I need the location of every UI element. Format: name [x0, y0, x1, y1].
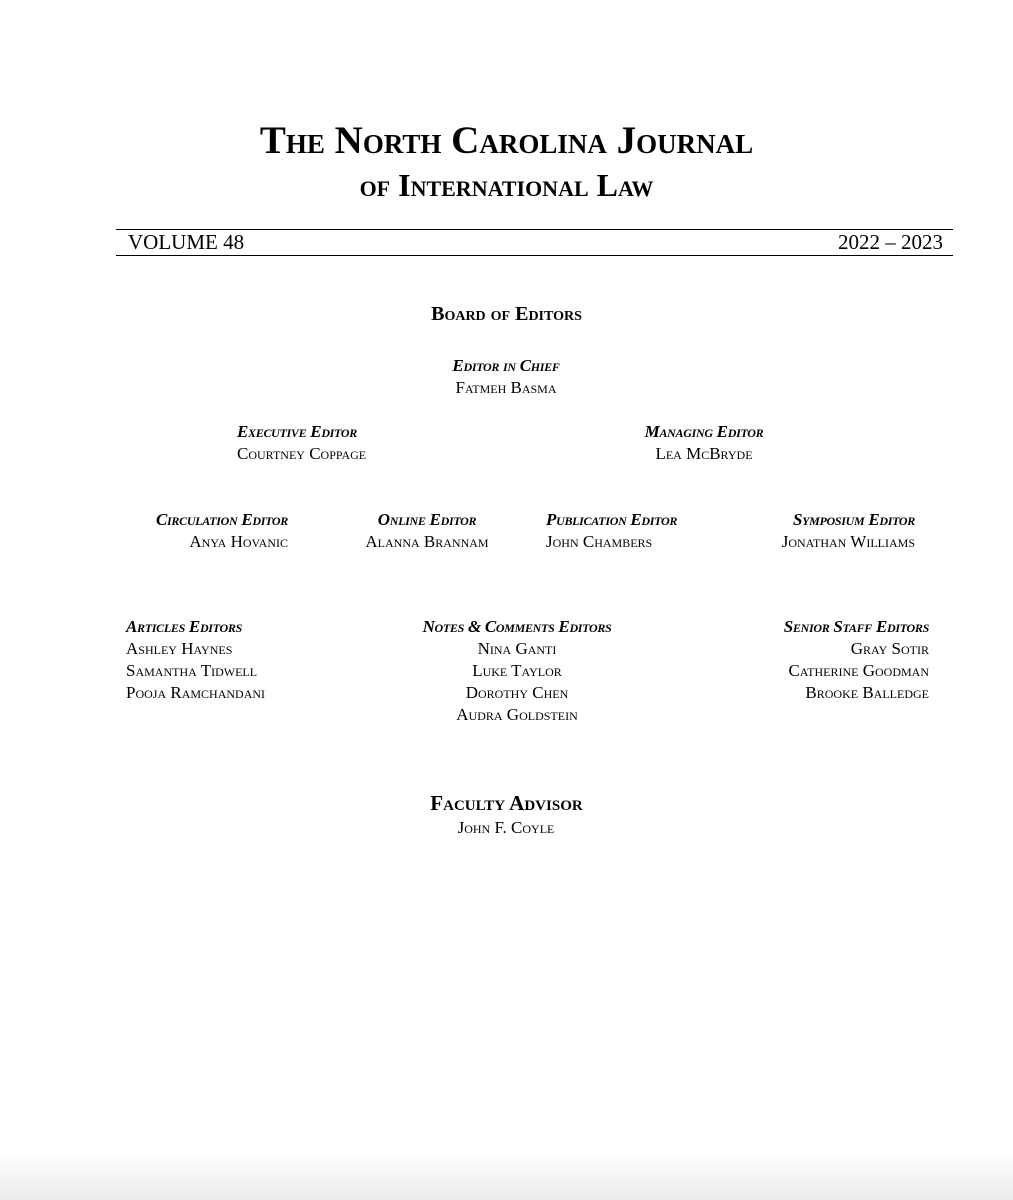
editor-in-chief-block: [306, 355, 706, 399]
executive-editor-name: Courtney Coppage: [237, 444, 367, 463]
online-editor-role: Online Editor: [377, 510, 477, 529]
symposium-editor-role: Symposium Editor: [792, 510, 915, 529]
articles-editors-role: Articles Editors: [126, 617, 242, 636]
senior-staff-editor-name: Gray Sotir: [850, 639, 929, 658]
circulation-editor-block: [100, 509, 288, 553]
publication-editor-block: [546, 509, 677, 553]
bottom-rule: [116, 255, 953, 256]
circulation-editor-name: Anya Hovanic: [189, 532, 288, 551]
faculty-advisor-name: John F. Coyle: [457, 818, 555, 837]
volume-row: [116, 230, 953, 254]
articles-editor-name: Ashley Haynes: [126, 639, 233, 658]
notes-comments-editor-name: Audra Goldstein: [456, 705, 578, 724]
online-editor-name: Alanna Brannam: [365, 532, 489, 551]
notes-comments-editors-role: Notes & Comments Editors: [422, 617, 612, 636]
managing-editor-name: Lea McBryde: [655, 444, 753, 463]
senior-staff-editors-block: [700, 616, 929, 704]
articles-editors-block: [126, 616, 265, 704]
page-bottom-shadow: [0, 1150, 1013, 1200]
faculty-advisor-block: [306, 817, 706, 839]
symposium-editor-name: Jonathan Williams: [781, 532, 915, 551]
notes-comments-editor-name: Luke Taylor: [472, 661, 562, 680]
editor-in-chief-role: Editor in Chief: [452, 356, 560, 375]
notes-comments-editor-name: Dorothy Chen: [465, 683, 569, 702]
circulation-editor-role: Circulation Editor: [156, 510, 288, 529]
symposium-editor-block: [735, 509, 915, 553]
faculty-advisor-heading: Faculty Advisor: [430, 791, 583, 815]
executive-editor-block: [237, 421, 366, 465]
editor-in-chief-name: Fatmeh Basma: [455, 378, 557, 397]
notes-comments-editors-block: [367, 616, 667, 726]
articles-editor-name: Pooja Ramchandani: [126, 683, 266, 702]
journal-title-line-1: The North Carolina Journal: [259, 119, 754, 162]
board-heading: Board of Editors: [431, 303, 582, 325]
volume-number: VOLUME 48: [128, 230, 245, 254]
executive-editor-role: Executive Editor: [237, 422, 357, 441]
journal-title-line-2: of International Law: [359, 167, 654, 203]
online-editor-block: [327, 509, 527, 553]
volume-years: 2022 – 2023: [838, 230, 943, 254]
senior-staff-editors-role: Senior Staff Editors: [783, 617, 929, 636]
managing-editor-block: [604, 421, 804, 465]
publication-editor-role: Publication Editor: [546, 510, 678, 529]
senior-staff-editor-name: Brooke Balledge: [805, 683, 929, 702]
notes-comments-editor-name: Nina Ganti: [477, 639, 557, 658]
publication-editor-name: John Chambers: [546, 532, 653, 551]
senior-staff-editor-name: Catherine Goodman: [788, 661, 929, 680]
managing-editor-role: Managing Editor: [644, 422, 764, 441]
articles-editor-name: Samantha Tidwell: [126, 661, 258, 680]
